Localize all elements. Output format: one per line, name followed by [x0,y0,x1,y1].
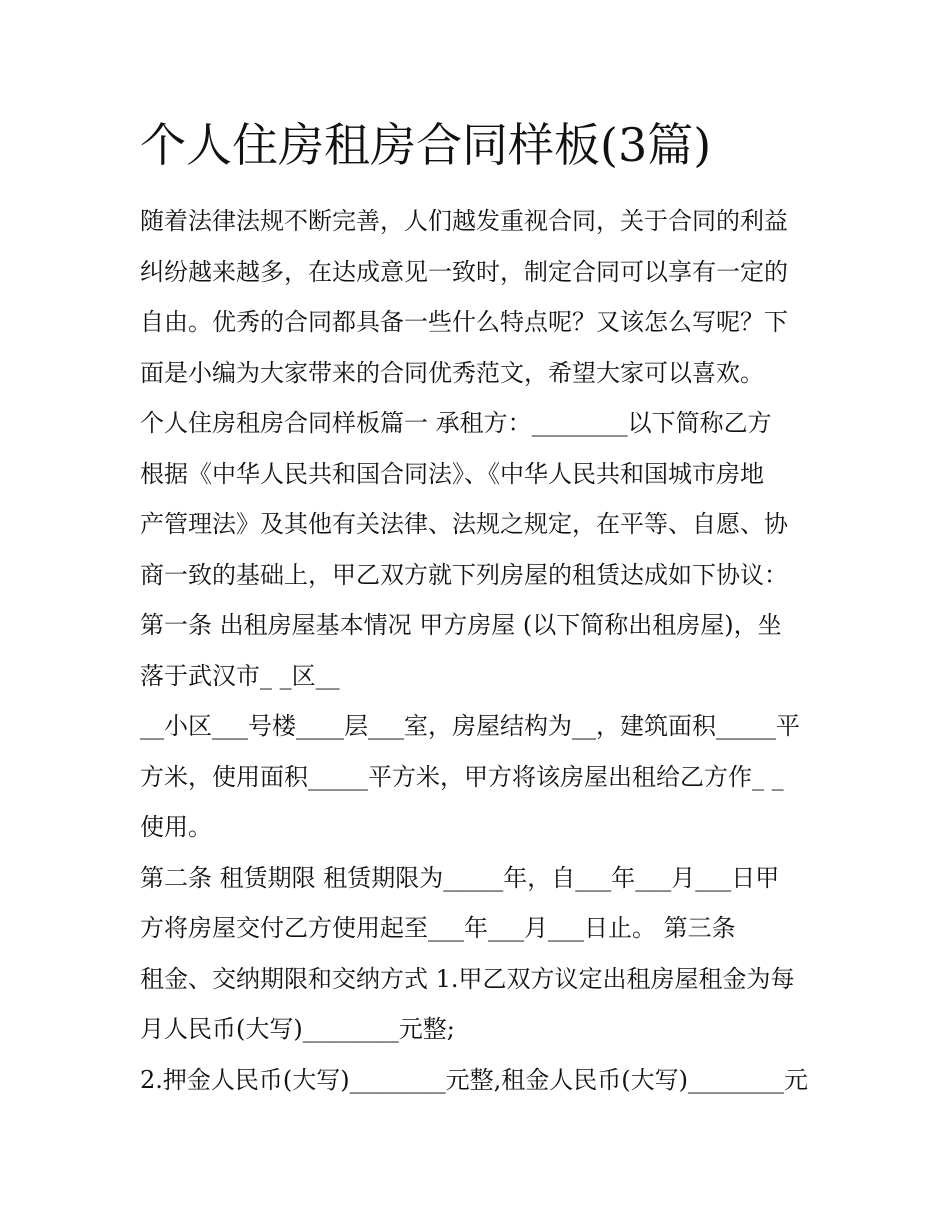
paragraph-line: 产管理法》及其他有关法律、法规之规定，在平等、自愿、协 [140,510,788,538]
paragraph-line: 纠纷越来越多，在达成意见一致时，制定合同可以享有一定的 [140,257,788,286]
paragraph-line: 使用。 [140,813,212,841]
paragraph-line: 根据《中华人民共和国合同法》、《中华人民共和国城市房地 [140,459,764,488]
paragraph-line: 商一致的基础上，甲乙双方就下列房屋的租赁达成如下协议： [140,560,788,589]
paragraph-line: 自由。优秀的合同都具备一些什么特点呢？又该怎么写呢？下 [140,308,788,336]
paragraph-line: 2.押金人民币(大写)________元整,租金人民币(大写)________元 [140,1065,808,1094]
paragraph-line: 个人住房租房合同样板篇一 承租方：________以下简称乙方 [140,409,772,437]
document-title: 个人住房租房合同样板(3篇) [140,118,712,172]
document-body [140,112,820,1105]
paragraph-line: __小区___号楼____层___室，房屋结构为__，建筑面积_____平 [140,712,800,740]
paragraph-line: 方将房屋交付乙方使用起至___年___月___日止。 第三条 [140,914,736,942]
paragraph-line: 第二条 租赁期限 租赁期限为_____年，自___年___月___日甲 [140,863,780,892]
paragraph-line: 面是小编为大家带来的合同优秀范文，希望大家可以喜欢。 [140,358,764,387]
paragraph-line: 月人民币(大写)________元整; [140,1015,455,1043]
paragraph-line: 随着法律法规不断完善，人们越发重视合同，关于合同的利益 [140,207,788,235]
paragraph-line: 方米，使用面积_____平方米，甲方将该房屋出租给乙方作_ _ [140,762,784,791]
paragraph-line: 第一条 出租房屋基本情况 甲方房屋 (以下简称出租房屋)，坐 [140,611,782,639]
paragraph-line: 落于武汉市_ _区__ [140,661,340,690]
paragraph-line: 租金、交纳期限和交纳方式 1.甲乙双方议定出租房屋租金为每 [140,964,795,993]
